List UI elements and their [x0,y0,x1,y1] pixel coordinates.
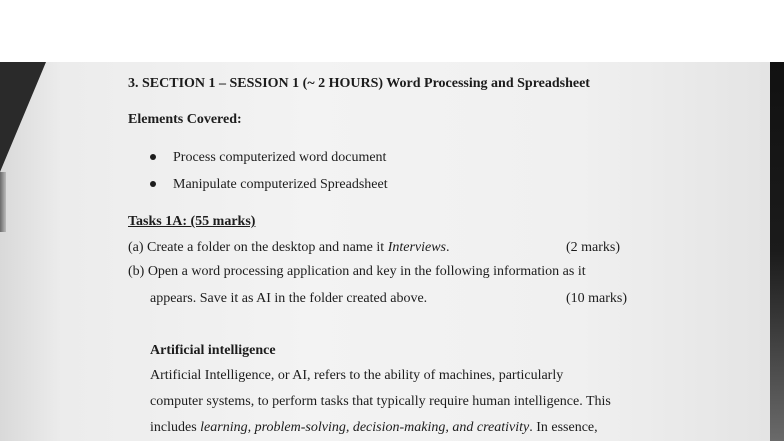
bullet-icon [150,181,156,187]
task-b-line-2: appears. Save it as AI in the folder created above. [150,291,428,306]
task-a-prefix: (a) Create a folder on the desktop and name it [128,240,388,255]
element-item-1: Process computerized word document [173,150,387,165]
article-line-2: computer systems, to perform tasks that typically require human intelligence. This [150,394,611,409]
article-line-3 [150,419,598,437]
article-line-3-prefix: includes [150,420,201,435]
top-margin [0,0,784,62]
task-b-line-1: (b) Open a word processing application and key in the following information as it [128,264,586,279]
page-shadow-right [770,62,784,441]
task-a-text [128,239,450,257]
article-line-3-suffix: . In essence, [529,420,598,435]
bullet-icon [150,154,156,160]
task-a-suffix: . [446,240,450,255]
elements-covered-label: Elements Covered: [128,112,242,127]
page-shadow-left [0,62,46,172]
element-item-2: Manipulate computerized Spreadsheet [173,177,388,192]
task-a-marks: (2 marks) [566,240,621,255]
section-heading: 3. SECTION 1 – SESSION 1 (~ 2 HOURS) Word Processing and Spreadsheet [128,76,590,91]
page-shadow-left-lower [0,172,6,232]
article-line-3-italic: learning, problem-solving, decision-making, and creativity [200,420,530,435]
tasks-heading: Tasks 1A: (55 marks) [128,214,256,229]
task-a-folder-name: Interviews [387,240,447,255]
article-title: Artificial intelligence [150,343,276,358]
task-b-marks: (10 marks) [566,291,628,306]
article-line-1: Artificial Intelligence, or AI, refers to the ability of machines, particularly [150,368,564,383]
